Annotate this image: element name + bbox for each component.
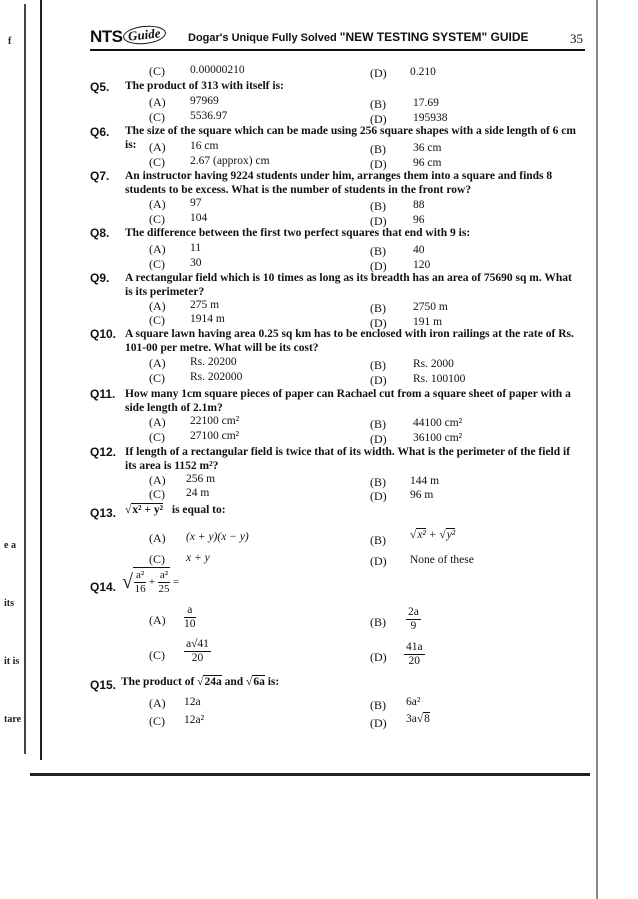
- numerator: a√41: [186, 638, 209, 650]
- option-label: (A): [149, 197, 166, 211]
- option-text: 120: [413, 259, 431, 271]
- denominator: 10: [184, 618, 196, 630]
- question-stem: If length of a rectangular field is twice that of its width. What is the perimeter of the field if its area is 1152 m²?: [125, 446, 571, 472]
- option-text: 96 cm: [413, 157, 442, 169]
- question-number: Q14.: [90, 580, 117, 594]
- question-number: Q10.: [90, 327, 117, 341]
- option-label: (A): [149, 242, 166, 256]
- option-text: 191 m: [413, 316, 443, 328]
- plus-sign: +: [428, 529, 440, 541]
- option-text: 144 m: [410, 475, 440, 487]
- radicand: 24a: [204, 676, 222, 688]
- bottom-rule: [30, 773, 590, 776]
- option-text: 88: [413, 199, 425, 211]
- option-text: 0.210: [410, 66, 436, 78]
- question-number: Q9.: [90, 271, 110, 285]
- question-stem: [125, 504, 580, 518]
- margin-fragment: it is: [4, 656, 20, 667]
- numerator: 2a: [408, 606, 419, 618]
- numerator: 41a: [406, 641, 423, 653]
- margin-fragment: tare: [4, 714, 22, 725]
- option-label: (C): [149, 552, 165, 566]
- radicand: 8: [424, 713, 430, 725]
- header-rule: [90, 49, 585, 51]
- question-number: Q12.: [90, 445, 117, 459]
- option-label: (B): [370, 615, 386, 629]
- option-text: 5536.97: [190, 110, 228, 122]
- left-margin-border: [40, 0, 42, 760]
- option-label: (C): [149, 371, 165, 385]
- option-label: (B): [370, 142, 386, 156]
- option-text: 30: [190, 257, 202, 269]
- option-text: 96 m: [410, 489, 434, 501]
- plus-sign: +: [148, 576, 156, 589]
- option-text: [406, 606, 421, 633]
- option-label: (B): [370, 358, 386, 372]
- question-number: Q15.: [90, 678, 117, 692]
- option-text: 17.69: [413, 97, 439, 109]
- denominator: 20: [191, 652, 204, 664]
- option-label: (A): [149, 415, 166, 429]
- coefficient: 3a: [406, 713, 417, 725]
- option-label: (C): [149, 212, 165, 226]
- stem-suffix: is:: [267, 676, 280, 688]
- option-text: 36100 cm²: [413, 432, 463, 444]
- option-text: Rs. 20200: [190, 356, 237, 368]
- question-stem: The product of 313 with itself is:: [125, 80, 284, 92]
- option-label: (A): [149, 356, 166, 370]
- title-prefix: Dogar's Unique Fully Solved: [188, 32, 337, 44]
- denominator: 20: [408, 655, 421, 667]
- numerator: a²: [135, 569, 145, 581]
- guide-logo: Guide: [122, 24, 166, 46]
- option-label: (A): [149, 95, 166, 109]
- sqrt-sign: √: [122, 571, 133, 593]
- question-stem: A rectangular field which is 10 times as long as its breadth has an area of 75690 sq m. What is its perimeter?: [125, 272, 572, 298]
- question-number: Q11.: [90, 387, 116, 401]
- nts-logo: NTS: [90, 27, 123, 46]
- numerator: a: [184, 604, 196, 618]
- option-label: (B): [370, 533, 386, 547]
- sqrt-sign: √: [125, 504, 132, 516]
- option-label: (D): [370, 489, 387, 503]
- margin-fragment: f: [8, 36, 12, 47]
- sqrt-sign: √: [439, 529, 446, 541]
- option-text: 36 cm: [413, 142, 442, 154]
- option-text: 97: [190, 197, 202, 209]
- question-stem: A square lawn having area 0.25 sq km has to be enclosed with iron railings at the rate of Rs. 101-00 per metre. What will be its cost?: [125, 328, 574, 354]
- stem-prefix: The product of: [121, 676, 195, 688]
- fraction: [404, 641, 425, 668]
- book-title: [188, 30, 529, 44]
- numerator: a²: [159, 569, 169, 581]
- sqrt-sign: √: [197, 676, 204, 688]
- question-stem: The size of the square which can be made using 256 square shapes with a side length of 6 cm is:: [125, 125, 576, 151]
- stem-suffix: is equal to:: [171, 504, 226, 516]
- option-label: (D): [370, 554, 387, 568]
- radicand: [133, 567, 170, 596]
- option-label: (C): [149, 430, 165, 444]
- option-text: 12a: [184, 696, 201, 708]
- option-label: (C): [149, 313, 165, 327]
- option-label: (D): [370, 259, 387, 273]
- option-label: (D): [370, 316, 387, 330]
- option-text: 97969: [190, 95, 219, 107]
- option-label: (B): [370, 244, 386, 258]
- right-page-border: [596, 0, 598, 899]
- radicand: y²: [446, 529, 456, 541]
- option-label: (C): [149, 257, 165, 271]
- option-label: (A): [149, 299, 166, 313]
- page-header: [90, 26, 585, 50]
- q14-expression: [122, 567, 179, 596]
- fraction: [406, 606, 421, 633]
- page-number: 35: [570, 31, 583, 46]
- option-label: (B): [370, 417, 386, 431]
- option-text: 96: [413, 214, 425, 226]
- question-stem: How many 1cm square pieces of paper can Rachael cut from a square sheet of paper with a side length of 2.1m?: [125, 388, 571, 414]
- option-label: (B): [370, 475, 386, 489]
- denominator: 25: [158, 583, 170, 595]
- sqrt-sign: √: [410, 529, 417, 541]
- sqrt-sign: √: [246, 676, 253, 688]
- option-label: (A): [149, 613, 166, 627]
- option-text: 44100 cm²: [413, 417, 463, 429]
- option-text: 0.00000210: [190, 64, 245, 76]
- denominator: 9: [410, 620, 417, 632]
- option-label: (D): [370, 66, 387, 80]
- option-label: (D): [370, 716, 387, 730]
- fraction: [184, 638, 211, 665]
- title-main: "NEW TESTING SYSTEM" GUIDE: [339, 30, 529, 44]
- radicand: x²: [417, 529, 426, 541]
- option-text: [406, 713, 430, 725]
- option-text: 2750 m: [413, 301, 448, 313]
- option-label: (B): [370, 97, 386, 111]
- option-label: (D): [370, 373, 387, 387]
- option-text: [404, 641, 425, 668]
- option-label: (C): [149, 648, 165, 662]
- option-text: [184, 604, 196, 631]
- fraction: [184, 604, 196, 631]
- margin-fragment: e a: [4, 540, 16, 551]
- option-text: Rs. 202000: [190, 371, 243, 383]
- option-text: 24 m: [186, 487, 210, 499]
- option-text: 22100 cm²: [190, 415, 240, 427]
- option-text: None of these: [410, 554, 474, 566]
- question-stem: [121, 676, 576, 690]
- question-number: Q8.: [90, 226, 110, 240]
- option-text: 16 cm: [190, 140, 219, 152]
- option-label: (D): [370, 432, 387, 446]
- question-number: Q13.: [90, 506, 117, 520]
- option-text: 40: [413, 244, 425, 256]
- option-text: 12a²: [184, 714, 205, 726]
- option-text: Rs. 100100: [413, 373, 466, 385]
- option-text: 104: [190, 212, 208, 224]
- option-label: (C): [149, 64, 165, 78]
- question-stem: The difference between the first two perfect squares that end with 9 is:: [125, 227, 471, 239]
- stem-mid: and: [224, 676, 244, 688]
- question-number: Q6.: [90, 125, 110, 139]
- option-text: x + y: [186, 552, 210, 564]
- option-label: (C): [149, 110, 165, 124]
- option-text: 275 m: [190, 299, 220, 311]
- question-stem: An instructor having 9224 students under him, arranges them into a square and finds 8 students to be excess. What is the number of students in the front row?: [125, 170, 553, 196]
- option-text: 1914 m: [190, 313, 225, 325]
- option-label: (A): [149, 696, 166, 710]
- left-page-border: [24, 4, 26, 754]
- option-label: (A): [149, 473, 166, 487]
- radicand: x² + y²: [132, 504, 164, 516]
- option-text: Rs. 2000: [413, 358, 454, 370]
- option-text: 195938: [413, 112, 448, 124]
- option-label: (C): [149, 155, 165, 169]
- option-label: (C): [149, 487, 165, 501]
- option-label: (B): [370, 301, 386, 315]
- option-text: [410, 529, 455, 541]
- option-label: (B): [370, 199, 386, 213]
- margin-fragment: its: [4, 598, 14, 609]
- option-text: (x + y)(x − y): [186, 531, 249, 543]
- option-label: (D): [370, 112, 387, 126]
- radicand: 6a: [253, 676, 265, 688]
- option-label: (D): [370, 214, 387, 228]
- fraction: [158, 569, 170, 596]
- option-text: 2.67 (approx) cm: [190, 155, 270, 167]
- question-number: Q7.: [90, 169, 110, 183]
- option-label: (C): [149, 714, 165, 728]
- option-label: (D): [370, 650, 387, 664]
- sqrt-sign: √: [416, 713, 424, 725]
- fraction: [134, 569, 146, 596]
- option-text: 6a²: [406, 696, 421, 708]
- option-text: [184, 638, 211, 665]
- option-text: 256 m: [186, 473, 216, 485]
- denominator: 16: [134, 583, 146, 595]
- option-label: (A): [149, 531, 166, 545]
- option-label: (B): [370, 698, 386, 712]
- question-number: Q5.: [90, 80, 110, 94]
- equals-sign: =: [172, 576, 180, 589]
- option-text: 27100 cm²: [190, 430, 240, 442]
- option-label: (A): [149, 140, 166, 154]
- option-label: (D): [370, 157, 387, 171]
- option-text: 11: [190, 242, 202, 254]
